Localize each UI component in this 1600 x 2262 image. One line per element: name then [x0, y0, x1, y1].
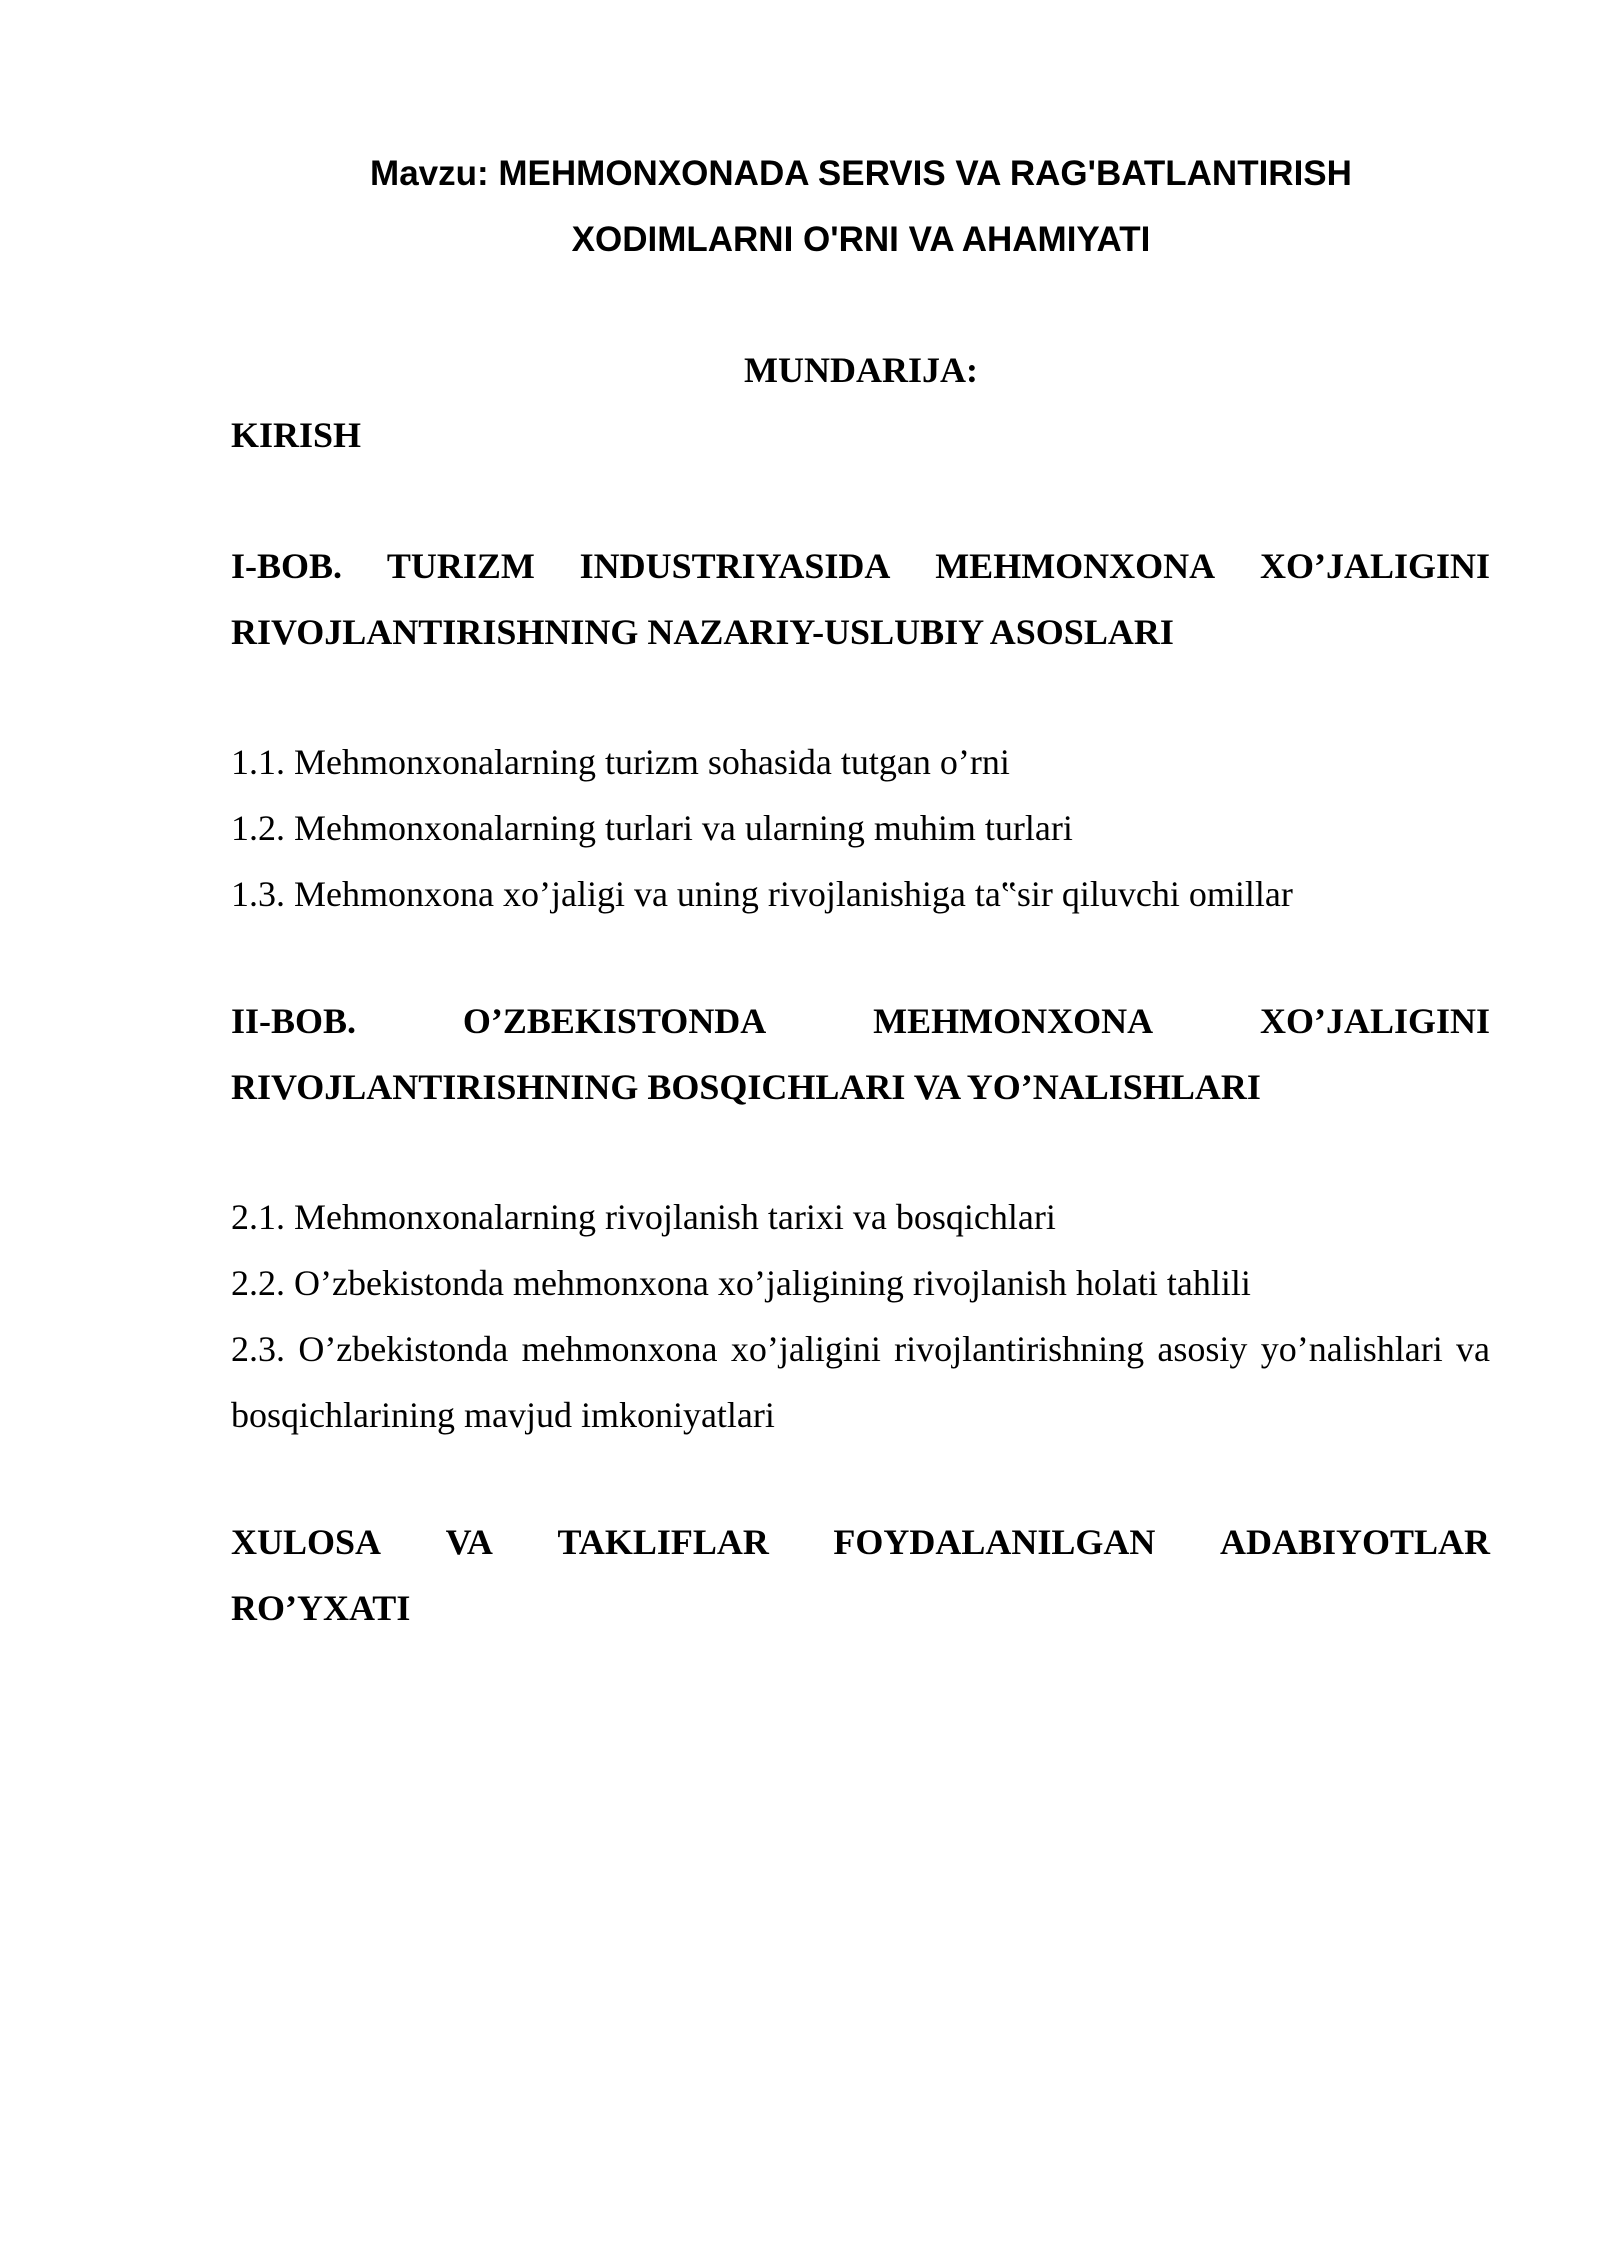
- toc-conclusion-word: FOYDALANILGAN: [833, 1522, 1156, 1562]
- toc-chapter-1: [231, 533, 1490, 665]
- toc-conclusion-line-2: RO’YXATI: [231, 1588, 411, 1628]
- toc-section-item: 1.2. Mehmonxonalarning turlari va ularning muhim turlari: [231, 808, 1073, 848]
- toc-conclusion: [231, 1509, 1490, 1641]
- toc-conclusion-word: TAKLIFLAR: [557, 1522, 769, 1562]
- toc-entry-intro-label: KIRISH: [231, 415, 362, 455]
- toc-chapter-2-word: XO’JALIGINI: [1259, 1001, 1490, 1041]
- toc-chapter-2-title-line-2: RIVOJLANTIRISHNING BOSQICHLARI VA YO’NALISHLARI: [231, 1067, 1261, 1107]
- toc-section-item: 2.1. Mehmonxonalarning rivojlanish tarixi va bosqichlari: [231, 1197, 1056, 1237]
- toc-chapter-2-word: O’ZBEKISTONDA: [462, 1001, 767, 1041]
- toc-chapter-1-word: XO’JALIGINI: [1259, 546, 1490, 586]
- toc-conclusion-word: XULOSA: [231, 1522, 382, 1562]
- toc-chapter-2: [231, 988, 1490, 1120]
- toc-chapter-2-title-line-1: [231, 988, 1490, 1054]
- toc-conclusion-word: VA: [445, 1522, 493, 1562]
- toc-chapter-1-word: I-BOB.: [231, 546, 343, 586]
- toc-chapter-2-word: II-BOB.: [231, 1001, 357, 1041]
- toc-section-item: 2.3. O’zbekistonda mehmonxona xo’jaligini rivojlantirishning asosiy yo’nalishlari va bosqichlarining mavjud imkoniyatlari: [231, 1329, 1490, 1435]
- toc-section-item: 1.3. Mehmonxona xo’jaligi va uning rivojlanishiga ta‟sir qiluvchi omillar: [231, 874, 1293, 914]
- toc-chapter-2-sections: [231, 1184, 1490, 1448]
- toc-chapter-1-word: MEHMONXONA: [935, 546, 1216, 586]
- toc-entry-intro: [231, 402, 1490, 468]
- toc-section-item: 2.2. O’zbekistonda mehmonxona xo’jaligining rivojlanish holati tahlili: [231, 1263, 1251, 1303]
- toc-chapter-1-title-line-2: RIVOJLANTIRISHNING NAZARIY-USLUBIY ASOSLARI: [231, 612, 1174, 652]
- toc-chapter-1-sections: [231, 729, 1490, 927]
- toc-conclusion-line-1: [231, 1509, 1490, 1575]
- toc-section-item: 1.1. Mehmonxonalarning turizm sohasida tutgan o’rni: [231, 742, 1010, 782]
- toc-chapter-1-word: INDUSTRIYASIDA: [579, 546, 891, 586]
- toc-chapter-1-word: TURIZM: [386, 546, 535, 586]
- toc-heading: MUNDARIJA:: [744, 350, 978, 390]
- toc-chapter-2-word: MEHMONXONA: [873, 1001, 1154, 1041]
- document-title-line-1: Mavzu: MEHMONXONADA SERVIS VA RAG'BATLANTIRISH: [370, 154, 1352, 193]
- document-title-line-2: XODIMLARNI O'RNI VA AHAMIYATI: [571, 220, 1151, 259]
- toc-conclusion-word: ADABIYOTLAR: [1219, 1522, 1490, 1562]
- toc-chapter-1-title-line-1: [231, 533, 1490, 599]
